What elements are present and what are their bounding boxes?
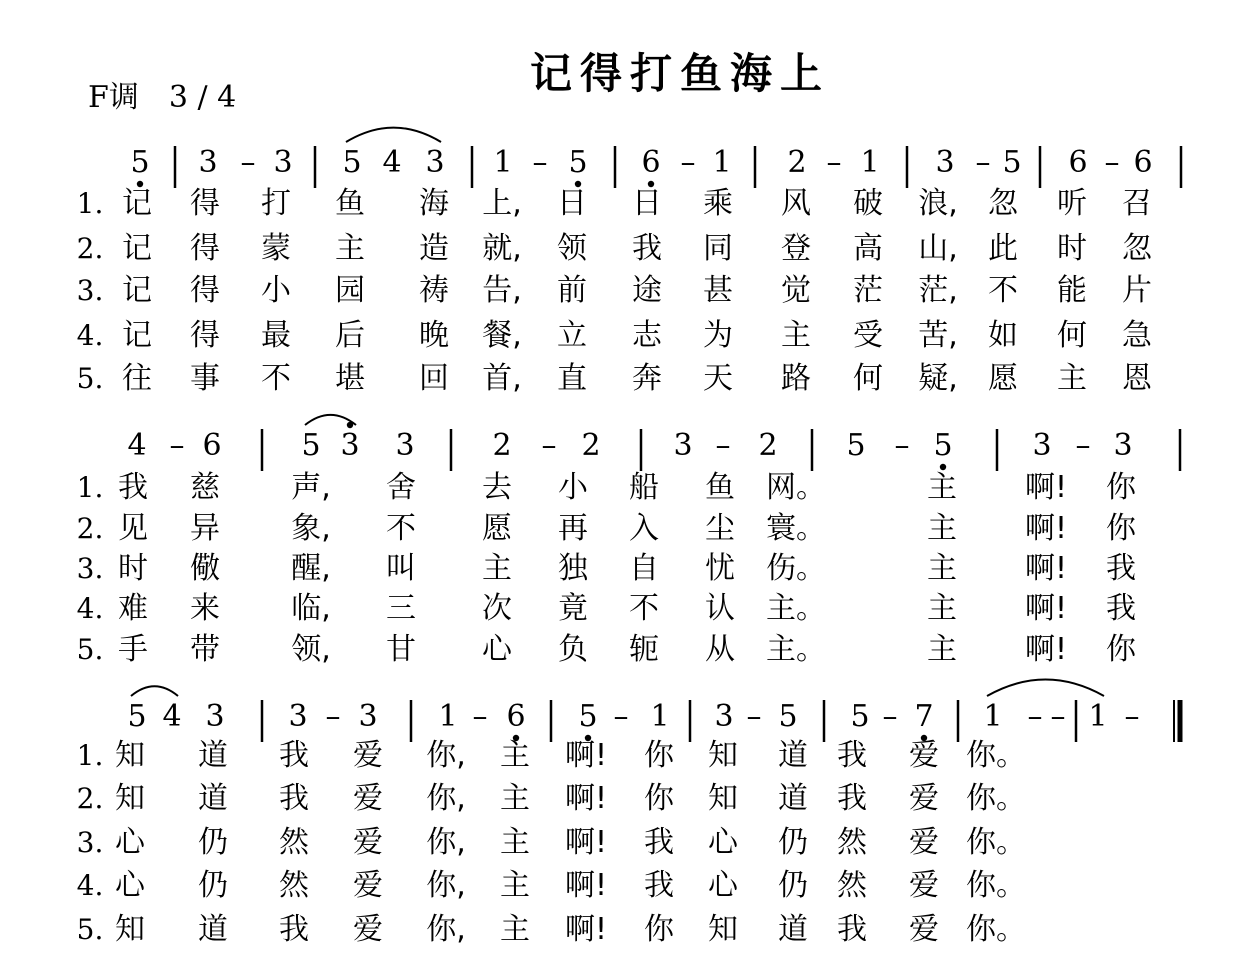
lyric-syllable: 登 [781,231,811,266]
lyric-syllable: 回 [419,361,449,396]
note-number: 5 [778,699,798,734]
lyric-syllable: 手 [118,632,148,667]
lyric-syllable: 象, [291,511,331,546]
lyric-syllable: 蒙 [261,231,291,266]
lyric-syllable: 不 [629,591,659,626]
lyric-syllable: 你 [1106,470,1136,505]
lyric-syllable: 你。 [966,738,1026,773]
lyric-syllable: 轭 [629,632,659,667]
lyric-syllable: 不 [261,361,291,396]
note-number: 5 [342,145,362,180]
dash-mark: – [826,145,842,180]
key-signature: F调 3 / 4 [88,80,237,115]
note-number: 5 [846,428,866,463]
note-number: 1 [712,145,732,180]
lyric-syllable: 天 [703,361,733,396]
dash-mark: – [715,428,731,463]
lyric-syllable: 啊! [564,738,608,773]
lyric-syllable: 忧 [705,551,735,586]
note-number: 1 [493,145,513,180]
lyric-syllable: 往 [122,361,152,396]
dash-mark: – [1104,145,1120,180]
lyric-syllable: 愿 [482,511,512,546]
lyric-syllable: 认 [705,591,735,626]
lyric-syllable: 难 [118,591,148,626]
lyric-syllable: 你。 [966,912,1026,947]
note-number: 2 [787,145,807,180]
note-number: 5 [1002,145,1022,180]
note-number: 5 [301,428,321,463]
lyric-syllable: 啊! [1024,551,1068,586]
note-number: 7 [914,699,934,734]
lyric-syllable: 召 [1122,186,1152,221]
lyric-syllable: 前 [557,273,587,308]
lyric-syllable: 茫, [918,273,958,308]
lyric-syllable: 上, [482,186,522,221]
lyric-syllable: 见 [118,511,148,546]
lyric-syllable: 心 [708,825,738,860]
lyric-syllable: 伤。 [766,551,826,586]
lyric-syllable: 啊! [564,912,608,947]
lyric-syllable: 事 [190,361,220,396]
note-number: 3 [425,145,445,180]
lyric-syllable: 主 [500,738,530,773]
lyric-syllable: 你, [426,738,466,773]
lyric-syllable: 奔 [632,361,662,396]
lyric-syllable: 负 [558,632,588,667]
note-number: 3 [205,699,225,734]
note-number: 1 [650,699,670,734]
note-number: 5 [850,699,870,734]
dash-mark: – [1027,699,1043,734]
lyric-syllable: 仍 [778,868,808,903]
lyric-syllable: 主。 [766,591,826,626]
lyric-syllable: 告, [482,273,522,308]
note-number: 4 [382,145,402,180]
lyric-syllable: 甘 [386,632,416,667]
dash-mark: – [532,145,548,180]
lyric-syllable: 我 [1106,591,1136,626]
lyric-syllable: 此 [988,231,1018,266]
lyric-syllable: 道 [198,738,228,773]
lyric-syllable: 路 [781,361,811,396]
lyric-syllable: 我 [279,738,309,773]
lyric-syllable: 我 [837,912,867,947]
lyric-syllable: 乘 [703,186,733,221]
lyric-syllable: 立 [557,318,587,353]
lyric-syllable: 浪, [918,186,958,221]
lyric-syllable: 主 [927,470,957,505]
lyric-syllable: 主 [927,632,957,667]
note-number: 6 [1133,145,1153,180]
lyric-syllable: 何 [853,361,883,396]
lyric-syllable: 你 [644,781,674,816]
lyric-syllable: 啊! [564,868,608,903]
lyric-syllable: 道 [198,912,228,947]
note-number: 3 [714,699,734,734]
lyric-syllable: 你, [426,868,466,903]
note-number: 4 [162,699,182,734]
lyric-syllable: 小 [558,470,588,505]
dash-mark: – [680,145,696,180]
lyric-syllable: 你 [644,738,674,773]
lyric-syllable: 日 [632,186,662,221]
dash-mark: – [1050,699,1066,734]
lyric-syllable: 你 [1106,511,1136,546]
lyric-syllable: 海 [419,186,449,221]
lyric-syllable: 仍 [198,868,228,903]
lyric-syllable: 日 [557,186,587,221]
lyric-syllable: 爱 [353,825,383,860]
lyric-syllable: 恩 [1122,361,1152,396]
lyric-syllable: 道 [778,912,808,947]
lyric-syllable: 我 [644,825,674,860]
lyric-syllable: 主 [500,825,530,860]
lyric-syllable: 我 [1106,551,1136,586]
lyric-syllable: 鱼 [705,470,735,505]
lyric-syllable: 主 [781,318,811,353]
note-number: 6 [202,428,222,463]
dash-mark: – [975,145,991,180]
lyric-syllable: 心 [482,632,512,667]
note-number: 3 [273,145,293,180]
lyric-syllable: 自 [629,551,659,586]
lyric-syllable: 你。 [966,781,1026,816]
lyric-syllable: 愿 [988,361,1018,396]
lyric-syllable: 晚 [419,318,449,353]
lyric-syllable: 知 [115,738,145,773]
note-number: 1 [860,145,880,180]
lyric-syllable: 造 [419,231,449,266]
lyric-syllable: 为 [703,318,733,353]
lyric-syllable: 能 [1057,273,1087,308]
lyric-syllable: 知 [708,781,738,816]
lyric-syllable: 得 [190,231,220,266]
note-number: 3 [935,145,955,180]
lyric-syllable: 疑, [918,361,958,396]
note-number: 1 [983,699,1003,734]
lyric-syllable: 得 [190,318,220,353]
dash-mark: – [541,428,557,463]
verse-number: 5. [76,633,104,666]
lyric-syllable: 你, [426,781,466,816]
lyric-syllable: 鱼 [335,186,365,221]
lyric-syllable: 然 [837,825,867,860]
lyric-syllable: 堪 [335,361,365,396]
note-number: 3 [358,699,378,734]
lyric-syllable: 声, [291,470,331,505]
lyric-syllable: 主 [500,781,530,816]
lyric-syllable: 入 [629,511,659,546]
lyric-syllable: 独 [558,551,588,586]
lyric-syllable: 啊! [564,825,608,860]
lyric-syllable: 爱 [909,868,939,903]
lyric-syllable: 然 [837,868,867,903]
verse-number: 4. [76,592,104,625]
note-number: 5 [578,699,598,734]
verse-number: 5. [76,913,104,946]
lyric-syllable: 时 [118,551,148,586]
note-number: 6 [641,145,661,180]
dash-mark: – [1124,699,1140,734]
verse-number: 3. [76,552,104,585]
lyric-syllable: 从 [705,632,735,667]
lyric-syllable: 我 [279,912,309,947]
lyric-syllable: 心 [708,868,738,903]
lyric-syllable: 道 [778,738,808,773]
lyric-syllable: 得 [190,273,220,308]
lyric-syllable: 风 [781,186,811,221]
lyric-syllable: 爱 [353,868,383,903]
lyric-syllable: 你 [1106,632,1136,667]
slur-arc [987,680,1104,696]
lyric-syllable: 尘 [705,511,735,546]
note-number: 5 [127,699,147,734]
verse-number: 2. [76,512,104,545]
lyric-syllable: 如 [988,318,1018,353]
lyric-syllable: 仍 [778,825,808,860]
verse-number: 4. [76,869,104,902]
note-number: 3 [288,699,308,734]
lyric-syllable: 舍 [386,470,416,505]
note-number: 2 [581,428,601,463]
lyric-syllable: 主 [927,591,957,626]
lyric-syllable: 船 [629,470,659,505]
lyric-syllable: 爱 [909,738,939,773]
lyric-syllable: 就, [482,231,522,266]
dash-mark: – [472,699,488,734]
lyric-syllable: 听 [1057,186,1087,221]
lyric-syllable: 高 [853,231,883,266]
lyric-syllable: 带 [190,632,220,667]
slur-arc [131,686,178,696]
lyric-syllable: 啊! [1024,591,1068,626]
lyric-syllable: 仍 [198,825,228,860]
lyric-syllable: 直 [557,361,587,396]
lyric-syllable: 领 [557,231,587,266]
lyric-syllable: 记 [122,318,152,353]
lyric-syllable: 啊! [1024,511,1068,546]
lyric-syllable: 苦, [918,318,958,353]
lyric-syllable: 主 [335,231,365,266]
verse-number: 5. [76,362,104,395]
lyric-syllable: 急 [1122,318,1152,353]
lyric-syllable: 道 [198,781,228,816]
lyric-syllable: 啊! [1024,470,1068,505]
lyric-syllable: 爱 [353,912,383,947]
lyric-syllable: 主 [482,551,512,586]
note-number: 3 [1032,428,1052,463]
verse-number: 2. [76,232,104,265]
lyric-syllable: 主。 [766,632,826,667]
lyric-syllable: 园 [335,273,365,308]
lyric-syllable: 后 [335,318,365,353]
verse-number: 1. [76,471,104,504]
lyric-syllable: 记 [122,231,152,266]
lyric-syllable: 知 [708,738,738,773]
note-number: 5 [568,145,588,180]
note-number: 2 [758,428,778,463]
dash-mark: – [325,699,341,734]
lyric-syllable: 领, [291,632,331,667]
lyric-syllable: 我 [118,470,148,505]
lyric-syllable: 何 [1057,318,1087,353]
lyric-syllable: 主 [1057,361,1087,396]
dash-mark: – [746,699,762,734]
note-number: 1 [438,699,458,734]
lyric-syllable: 主 [500,912,530,947]
lyric-syllable: 道 [778,781,808,816]
lyric-syllable: 知 [115,912,145,947]
note-number: 5 [933,428,953,463]
note-number: 3 [673,428,693,463]
lyric-syllable: 慈 [190,470,220,505]
lyric-syllable: 甚 [703,273,733,308]
lyric-syllable: 醒, [291,551,331,586]
lyric-syllable: 三 [386,591,416,626]
verse-number: 2. [76,782,104,815]
lyric-syllable: 祷 [419,273,449,308]
lyric-syllable: 破 [853,186,883,221]
lyric-syllable: 同 [703,231,733,266]
note-number: 3 [395,428,415,463]
verse-number: 4. [76,319,104,352]
lyric-syllable: 异 [190,511,220,546]
note-number: 5 [130,145,150,180]
lyric-syllable: 主 [927,511,957,546]
lyric-syllable: 然 [279,868,309,903]
lyric-syllable: 你 [644,912,674,947]
lyric-syllable: 你, [426,912,466,947]
lyric-syllable: 主 [500,868,530,903]
lyric-syllable: 你。 [966,868,1026,903]
verse-number: 3. [76,274,104,307]
lyric-syllable: 时 [1057,231,1087,266]
lyric-syllable: 竟 [558,591,588,626]
lyric-syllable: 餐, [482,318,522,353]
dash-mark: – [1075,428,1091,463]
lyric-syllable: 你, [426,825,466,860]
dash-mark: – [894,428,910,463]
lyric-syllable: 不 [386,511,416,546]
lyric-syllable: 我 [279,781,309,816]
lyric-syllable: 次 [482,591,512,626]
note-number: 3 [198,145,218,180]
lyric-syllable: 爱 [353,781,383,816]
note-number: 3 [340,428,360,463]
lyric-syllable: 记 [122,273,152,308]
lyric-syllable: 记 [122,186,152,221]
lyric-syllable: 小 [261,273,291,308]
dash-mark: – [169,428,185,463]
lyric-syllable: 山, [918,231,958,266]
lyric-syllable: 你。 [966,825,1026,860]
verse-number: 3. [76,826,104,859]
note-number: 2 [492,428,512,463]
lyric-syllable: 啊! [564,781,608,816]
lyric-syllable: 打 [261,186,291,221]
dash-mark: – [882,699,898,734]
verse-number: 1. [76,187,104,220]
lyric-syllable: 志 [632,318,662,353]
lyric-syllable: 茫 [853,273,883,308]
lyric-syllable: 我 [837,738,867,773]
lyric-syllable: 得 [190,186,220,221]
lyric-syllable: 网。 [766,470,826,505]
slur-arc [346,128,441,142]
lyric-syllable: 再 [558,511,588,546]
lyric-syllable: 知 [115,781,145,816]
lyric-syllable: 忽 [1122,231,1152,266]
dash-mark: – [240,145,256,180]
lyric-syllable: 主 [927,551,957,586]
lyric-syllable: 爱 [909,912,939,947]
lyric-syllable: 觉 [781,273,811,308]
lyric-syllable: 我 [644,868,674,903]
verse-number: 1. [76,739,104,772]
lyric-syllable: 爱 [909,825,939,860]
note-number: 6 [1068,145,1088,180]
lyric-syllable: 啊! [1024,632,1068,667]
lyric-syllable: 叫 [386,551,416,586]
lyric-syllable: 去 [482,470,512,505]
lyric-syllable: 临, [291,591,331,626]
lyric-syllable: 爱 [909,781,939,816]
lyric-syllable: 然 [279,825,309,860]
lyric-syllable: 我 [837,781,867,816]
lyric-syllable: 首, [482,361,522,396]
song-title: 记得打鱼海上 [530,49,831,98]
note-number: 1 [1088,699,1108,734]
lyric-syllable: 爱 [353,738,383,773]
lyric-syllable: 儆 [190,551,220,586]
lyric-syllable: 心 [115,868,145,903]
lyric-syllable: 途 [632,273,662,308]
lyric-syllable: 知 [708,912,738,947]
note-number: 3 [1113,428,1133,463]
dash-mark: – [613,699,629,734]
lyric-syllable: 受 [853,318,883,353]
lyric-syllable: 忽 [988,186,1018,221]
lyric-syllable: 不 [988,273,1018,308]
note-number: 4 [127,428,147,463]
lyric-syllable: 来 [190,591,220,626]
lyric-syllable: 最 [261,318,291,353]
lyric-syllable: 我 [632,231,662,266]
note-number: 6 [506,699,526,734]
lyric-syllable: 心 [115,825,145,860]
lyric-syllable: 寰。 [766,511,826,546]
lyric-syllable: 片 [1122,273,1152,308]
